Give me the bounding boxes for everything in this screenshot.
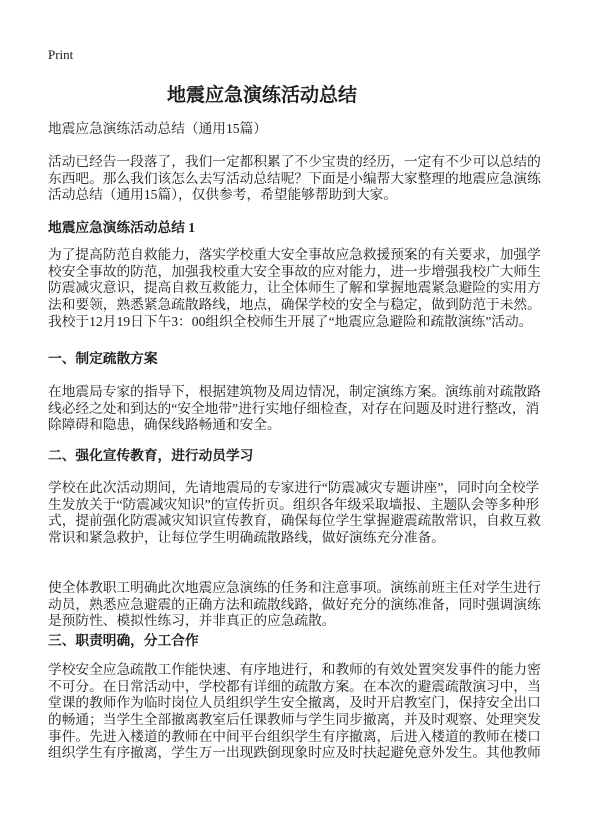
text-line: 使全体教职工明确此次地震应急演练的任务和注意事项。演练前班主任对学生进行 [48, 580, 541, 595]
text-line: 学校安全应急疏散工作能快速、有序地进行，和教师的有效处置突发事件的能力密 [48, 662, 541, 677]
text-line: 在地震局专家的指导下，根据建筑物及周边情况，制定演练方案。演练前对疏散路 [48, 384, 541, 399]
text-line: 不可分。在日常活动中，学校都有详细的疏散方案。在本次的避震疏散演习中，当 [48, 678, 541, 694]
text-line: 活动总结（通用15篇），仅供参考，希望能够帮助到大家。 [48, 187, 398, 203]
text-line: 活动已经告一段落了，我们一定都积累了不少宝贵的经历，一定有不少可以总结的 [48, 154, 541, 169]
text-line: 校安全事故的防范，加强我校重大安全事故的应对能力，进一步增强我校广大师生 [48, 263, 541, 279]
text-line: 是预防性、模拟性练习，并非真正的应急疏散。 [48, 613, 336, 629]
text-line: 事件。先进入楼道的教师在中间平台组织学生有序撤离，后进入楼道的教师在楼口 [48, 728, 541, 744]
text-line: 堂课的教师作为临时岗位人员组织学生安全撤离，及时开启教室门，保持安全出口 [48, 695, 541, 711]
text-line: 线必经之处和到达的“安全地带”进行实地仔细检查，对存在问题及时进行整改，消 [48, 400, 540, 416]
heading-2: 二、强化宣传教育，进行动员学习 [48, 448, 254, 463]
intro-paragraph [48, 154, 558, 204]
text-line: 除障碍和隐患，确保线路畅通和安全。 [48, 417, 281, 433]
text-line: 法和要领，熟悉紧急疏散路线，地点，确保学校的安全与稳定，做到防范于未然。 [48, 297, 541, 313]
text-line: 为了提高防范自救能力，落实学校重大安全事故应急救援预案的有关要求，加强学 [48, 247, 541, 262]
text-line: 防震减灾意识，提高自救互救能力，让全体师生了解和掌握地震紧急避险的实用方 [48, 280, 541, 296]
paragraph-5 [48, 662, 558, 762]
text-line: 式，提前强化防震减灾知识宣传教育，确保每位学生掌握避震疏散常识，自救互救 [48, 513, 541, 529]
paragraph-4 [48, 580, 558, 630]
text-line: 东西吧。那么我们该怎么去写活动总结呢？下面是小编帮大家整理的地震应急演练 [48, 170, 541, 186]
heading-1: 一、制定疏散方案 [48, 351, 158, 366]
text-line: 学校在此次活动期间，先请地震局的专家进行“防震减灾专题讲座”，同时向全校学 [48, 480, 540, 495]
text-line: 我校于12月19日下午3：00组织全校师生开展了“地震应急避险和疏散演练”活动。 [48, 313, 533, 329]
text-line: 生发放关于“防震减灾知识”的宣传折页。组织各年级采取墙报、主题队会等多种形 [48, 496, 540, 512]
print-link[interactable]: Print [48, 47, 74, 62]
paragraph-2 [48, 384, 558, 434]
document-subtitle: 地震应急演练活动总结（通用15篇） [48, 121, 268, 136]
text-line: 动员，熟悉应急避震的正确方法和疏散线路，做好充分的演练准备，同时强调演练 [48, 596, 541, 612]
heading-3: 三、职责明确，分工合作 [48, 633, 199, 648]
paragraph-3 [48, 480, 558, 547]
page-title: 地震应急演练活动总结 [166, 85, 357, 106]
section-title: 地震应急演练活动总结 1 [48, 220, 196, 235]
text-line: 的畅通；当学生全部撤离教室后任课教师与学生同步撤离，并及时观察、处理突发 [48, 712, 541, 728]
text-line: 常识和紧急救护，让每位学生明确疏散路线，做好演练充分准备。 [48, 530, 445, 546]
text-line: 组织学生有序撤离，学生万一出现跌倒现象时应及时扶起避免意外发生。其他教师 [48, 745, 541, 761]
paragraph-1 [48, 247, 558, 330]
